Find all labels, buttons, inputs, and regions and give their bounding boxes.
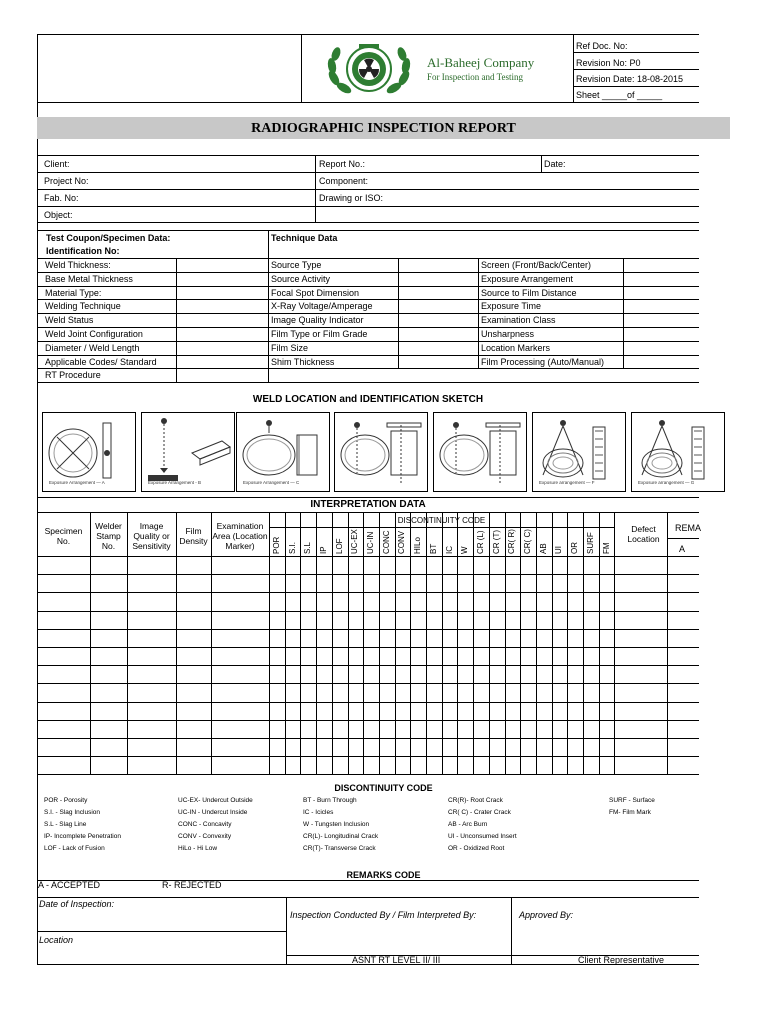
- conducted-by-field[interactable]: Inspection Conducted By / Film Interpreted By:: [290, 910, 477, 920]
- legend-item: BT - Burn Through: [303, 797, 357, 804]
- column-divider: [489, 512, 490, 774]
- technique-data-label: Exposure Time: [481, 301, 542, 311]
- specimen-data-label: Material Type:: [45, 288, 102, 298]
- discontinuity-code-column: UC-IN: [366, 531, 375, 554]
- technique-data-label: Film Processing (Auto/Manual): [481, 357, 605, 367]
- sheet-field[interactable]: Sheet _____of _____: [576, 90, 663, 100]
- exposure-sketch: [433, 412, 527, 492]
- asnt-level-label: ASNT RT LEVEL II/ III: [352, 955, 441, 965]
- legend-item: IP- Incomplete Penetration: [44, 833, 121, 840]
- technique-data-label: X-Ray Voltage/Amperage: [271, 301, 373, 311]
- discontinuity-code-column: OR: [570, 542, 579, 554]
- legend-item: UC-EX- Undercut Outside: [178, 797, 253, 804]
- remark-rejected: R- REJECTED: [162, 880, 222, 890]
- revision-date-field[interactable]: Revision Date: 18-08-2015: [576, 74, 684, 84]
- table-row[interactable]: [37, 556, 699, 557]
- technique-data-title: Technique Data: [271, 233, 338, 243]
- exposure-sketch: [236, 412, 330, 492]
- discontinuity-code-column: UI: [554, 546, 563, 554]
- row-divider: [37, 341, 699, 342]
- legend-item: LOF - Lack of Fusion: [44, 845, 105, 852]
- technique-data-label: Source Type: [271, 260, 322, 270]
- identification-no-field[interactable]: Identification No:: [46, 246, 120, 256]
- table-row[interactable]: [37, 574, 699, 575]
- column-divider: [505, 512, 506, 774]
- column-divider: [300, 512, 301, 774]
- row-divider: [37, 272, 699, 273]
- report-title: RADIOGRAPHIC INSPECTION REPORT: [251, 121, 516, 136]
- discontinuity-code-column: S.I.: [288, 541, 297, 554]
- legend-item: CR(T)- Transverse Crack: [303, 845, 376, 852]
- column-header: Image Quality or Sensitivity: [132, 521, 171, 551]
- column-header: Specimen No.: [44, 526, 83, 546]
- table-row[interactable]: [37, 683, 699, 684]
- legend-item: CR(L)- Longitudinal Crack: [303, 833, 379, 840]
- legend-item: UC-IN - Undercut Inside: [178, 809, 248, 816]
- row-divider: [37, 286, 699, 287]
- specimen-data-label: Welding Technique: [45, 301, 121, 311]
- discontinuity-code-column: IC: [445, 546, 454, 554]
- table-row[interactable]: [37, 774, 699, 775]
- discontinuity-code-column: CR( R): [507, 529, 516, 554]
- legend-item: S.I. - Slag Inclusion: [44, 809, 100, 816]
- exposure-sketch: [631, 412, 725, 492]
- column-divider: [348, 512, 349, 774]
- discontinuity-code-column: W: [460, 546, 469, 554]
- column-divider: [426, 512, 427, 774]
- column-header: Welder Stamp No.: [95, 521, 122, 551]
- legend-item: CR( C) - Crater Crack: [448, 809, 511, 816]
- column-divider: [285, 512, 286, 774]
- column-divider: [667, 512, 668, 774]
- discontinuity-code-column: AB: [539, 543, 548, 554]
- legend-item: IC - Icicles: [303, 809, 334, 816]
- legend-title: DISCONTINUITY CODE: [334, 783, 433, 793]
- column-divider: [473, 512, 474, 774]
- discontinuity-code-column: BT: [429, 543, 438, 554]
- column-divider: [410, 512, 411, 774]
- remarks-code-title: REMARKS CODE: [346, 870, 421, 880]
- client-representative-label: Client Representative: [578, 955, 665, 965]
- table-row[interactable]: [37, 592, 699, 593]
- legend-item: W - Tungsten Inclusion: [303, 821, 370, 828]
- technique-data-label: Image Quality Indicator: [271, 315, 364, 325]
- row-divider: [667, 538, 699, 539]
- discontinuity-code-column: CONC: [382, 530, 391, 554]
- technique-data-label: Focal Spot Dimension: [271, 288, 360, 298]
- specimen-data-label: Applicable Codes/ Standard: [45, 357, 157, 367]
- column-divider: [316, 512, 317, 774]
- remarks-header: REMA: [675, 523, 702, 533]
- discontinuity-code-column: FM: [602, 542, 611, 554]
- discontinuity-code-column: HILo: [413, 537, 422, 554]
- approved-by-field[interactable]: Approved By:: [519, 910, 574, 920]
- object-field[interactable]: Object:: [44, 210, 73, 220]
- table-row[interactable]: [37, 629, 699, 630]
- technique-data-label: Examination Class: [481, 315, 556, 325]
- row-divider: [37, 355, 699, 356]
- drawing-field[interactable]: Drawing or ISO:: [319, 193, 384, 203]
- legend-item: OR - Oxidized Root: [448, 845, 505, 852]
- remark-accepted: A - ACCEPTED: [38, 880, 101, 890]
- defect-location-header: Defect Location: [627, 524, 660, 544]
- exposure-sketch: [334, 412, 428, 492]
- column-divider: [520, 512, 521, 774]
- column-divider: [536, 512, 537, 774]
- row-divider: [37, 368, 699, 369]
- table-row[interactable]: [37, 738, 699, 739]
- ref-doc-field[interactable]: Ref Doc. No:: [576, 41, 628, 51]
- legend-item: UI - Unconsumed Insert: [448, 833, 517, 840]
- discontinuity-code-column: LOF: [335, 538, 344, 554]
- sketch-caption: Exposure Arrangement - B: [148, 480, 202, 485]
- table-row[interactable]: [37, 720, 699, 721]
- fab-no-field[interactable]: Fab. No:: [44, 193, 79, 203]
- specimen-data-label: Weld Thickness:: [45, 260, 111, 270]
- sketch-caption: Exposure arrangement — G: [638, 480, 695, 485]
- technique-data-label: Source to Film Distance: [481, 288, 577, 298]
- table-row[interactable]: [37, 647, 699, 648]
- project-no-field[interactable]: Project No:: [44, 176, 89, 186]
- column-divider: [583, 512, 584, 774]
- column-divider: [379, 512, 380, 774]
- discontinuity-code-column: SURF: [586, 532, 595, 554]
- row-divider: [269, 527, 614, 528]
- table-row[interactable]: [37, 756, 699, 757]
- revision-no-field[interactable]: Revision No: P0: [576, 58, 641, 68]
- discontinuity-code-column: CR (L): [476, 530, 485, 554]
- specimen-data-title: Test Coupon/Specimen Data:: [46, 233, 171, 243]
- table-row[interactable]: [37, 665, 699, 666]
- report-no-field[interactable]: Report No.:: [319, 159, 366, 169]
- column-divider: [599, 512, 600, 774]
- column-divider: [614, 512, 615, 774]
- company-tagline: For Inspection and Testing: [427, 72, 523, 82]
- date-of-inspection-field[interactable]: Date of Inspection:: [39, 899, 115, 909]
- sketch-title: WELD LOCATION and IDENTIFICATION SKETCH: [252, 394, 484, 405]
- technique-data-label: Source Activity: [271, 274, 331, 284]
- specimen-data-label: RT Procedure: [45, 370, 101, 380]
- column-divider: [269, 512, 270, 774]
- legend-item: CONV - Convexity: [178, 833, 232, 840]
- discontinuity-code-column: IP: [319, 546, 328, 554]
- discontinuity-code-column: S.L: [303, 541, 312, 554]
- discontinuity-code-header: DISCONTINUITY CODE: [397, 516, 486, 525]
- column-divider: [395, 512, 396, 774]
- discontinuity-code-column: UC-EX: [350, 529, 359, 554]
- technique-data-label: Film Size: [271, 343, 309, 353]
- location-field[interactable]: Location: [39, 935, 74, 945]
- specimen-data-label: Weld Status: [45, 315, 94, 325]
- technique-data-label: Screen (Front/Back/Center): [481, 260, 592, 270]
- technique-data-label: Location Markers: [481, 343, 551, 353]
- column-divider: [457, 512, 458, 774]
- column-divider: [363, 512, 364, 774]
- table-row[interactable]: [37, 702, 699, 703]
- column-divider: [442, 512, 443, 774]
- date-field[interactable]: Date:: [544, 159, 566, 169]
- specimen-data-label: Weld Joint Configuration: [45, 329, 143, 339]
- component-field[interactable]: Component:: [319, 176, 369, 186]
- legend-item: FM- Film Mark: [609, 809, 651, 816]
- sketch-caption: Exposure Arrangement — C: [243, 480, 300, 485]
- table-row[interactable]: [37, 611, 699, 612]
- legend-item: CR(R)- Root Crack: [448, 797, 503, 804]
- exposure-sketch: [532, 412, 626, 492]
- column-divider: [552, 512, 553, 774]
- exposure-sketch: [42, 412, 136, 492]
- legend-item: POR - Porosity: [44, 797, 88, 804]
- row-divider: [37, 327, 699, 328]
- row-divider: [37, 313, 699, 314]
- technique-data-label: Film Type or Film Grade: [271, 329, 368, 339]
- discontinuity-code-column: POR: [272, 536, 281, 554]
- sketch-caption: Exposure Arrangement — A: [49, 480, 105, 485]
- sketch-caption: Exposure arrangement — F: [539, 480, 595, 485]
- legend-item: CONC - Concavity: [178, 821, 232, 828]
- company-logo: [324, 38, 414, 100]
- column-divider: [567, 512, 568, 774]
- technique-data-label: Exposure Arrangement: [481, 274, 574, 284]
- specimen-data-label: Diameter / Weld Length: [45, 343, 140, 353]
- interpretation-title: INTERPRETATION DATA: [310, 499, 426, 510]
- row-divider: [37, 299, 699, 300]
- discontinuity-code-column: CR (T): [492, 530, 501, 554]
- column-header: Film Density: [179, 526, 208, 546]
- legend-item: SURF - Surface: [609, 797, 655, 804]
- technique-data-label: Shim Thickness: [271, 357, 335, 367]
- exposure-sketch: [141, 412, 235, 492]
- column-divider: [332, 512, 333, 774]
- legend-item: S.L - Slag Line: [44, 821, 87, 828]
- company-name: Al-Baheej Company: [427, 55, 535, 70]
- client-field[interactable]: Client:: [44, 159, 70, 169]
- column-header: Examination Area (Location Marker): [212, 521, 268, 551]
- legend-item: AB - Arc Burn: [448, 821, 488, 828]
- discontinuity-code-column: CONV: [397, 530, 406, 554]
- remarks-accepted-column: A: [679, 544, 686, 554]
- legend-item: HiLo - Hi Low: [178, 845, 218, 852]
- discontinuity-code-column: CR( C): [523, 529, 532, 554]
- technique-data-label: Unsharpness: [481, 329, 535, 339]
- specimen-data-label: Base Metal Thickness: [45, 274, 133, 284]
